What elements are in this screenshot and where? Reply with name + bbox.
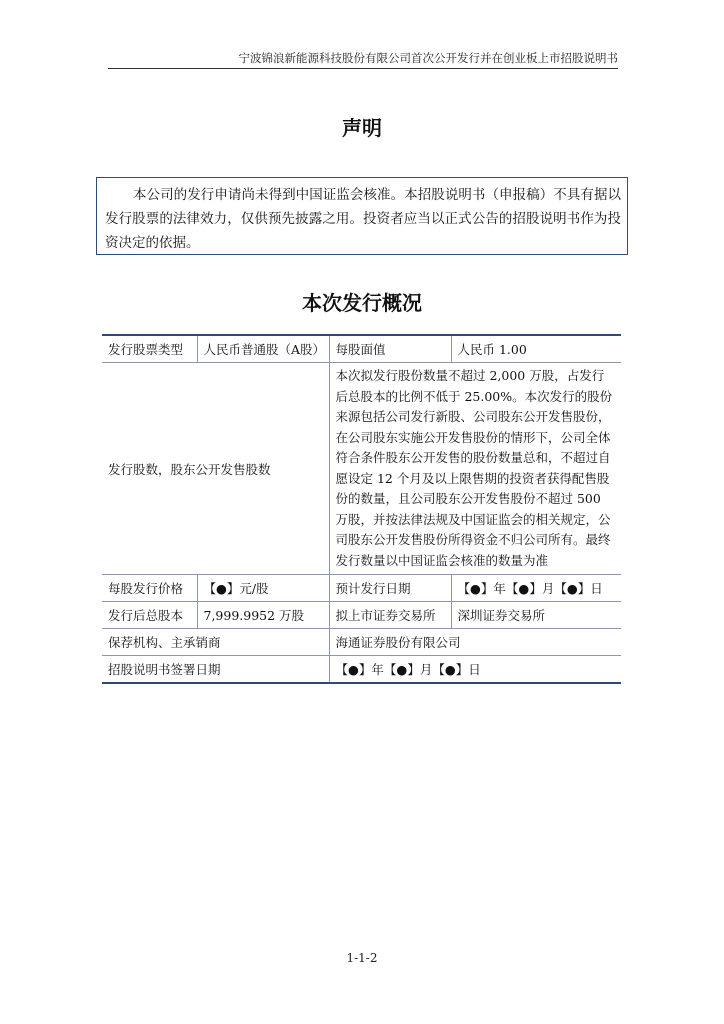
issue-date-value: 【●】年【●】月【●】日 (451, 575, 621, 602)
exchange-label: 拟上市证券交易所 (329, 602, 451, 629)
stock-type-label: 发行股票类型 (102, 335, 197, 363)
table-row (102, 335, 621, 363)
shares-label: 发行股数，股东公开发售股数 (102, 363, 329, 575)
price-label: 每股发行价格 (102, 575, 197, 602)
price-value: 【●】元/股 (197, 575, 329, 602)
total-shares-value: 7,999.9952 万股 (197, 602, 329, 629)
table-row (102, 363, 621, 575)
sign-date-label: 招股说明书签署日期 (102, 656, 329, 684)
issue-date-label: 预计发行日期 (329, 575, 451, 602)
sign-date-value: 【●】年【●】月【●】日 (329, 656, 621, 684)
header-divider (108, 68, 618, 69)
declaration-box (96, 177, 628, 255)
total-shares-label: 发行后总股本 (102, 602, 197, 629)
exchange-value: 深圳证券交易所 (451, 602, 621, 629)
page-number: 1-1-2 (346, 951, 378, 965)
declaration-text: 本公司的发行申请尚未得到中国证监会核准。本招股说明书（申报稿）不具有据以发行股票的法律效力，仅供预先披露之用。投资者应当以正式公告的招股说明书作为投资决定的依据。 (105, 187, 621, 251)
table-row (102, 575, 621, 602)
offering-overview-table (102, 334, 621, 684)
par-value-label: 每股面值 (329, 335, 451, 363)
sponsor-label: 保荐机构、主承销商 (102, 629, 329, 656)
document-header: 宁波锦浪新能源科技股份有限公司首次公开发行并在创业板上市招股说明书 (238, 51, 618, 65)
declaration-title: 声明 (342, 116, 382, 140)
overview-title: 本次发行概况 (302, 291, 422, 315)
shares-value: 本次拟发行股份数量不超过 2,000 万股，占发行后总股本的比例不低于 25.00%。本次发行的股份来源包括公司发行新股、公司股东公开发售股份，在公司股东实施公开发售股份的情形下，公司全体符合条件股东公开发售的股份数量总和，不超过自愿设定 12 个月及以上限售期的投资者获得配售股份的数量，且公司股东公开发售股份不超过 500 万股，并按法律法规及中国证监会的相关规定，公司股东公开发售股份所得资金不归公司所有。最终发行数量以中国证监会核准的数量为准 (329, 363, 621, 575)
stock-type-value: 人民币普通股（A股） (197, 335, 329, 363)
sponsor-value: 海通证券股份有限公司 (329, 629, 621, 656)
par-value-value: 人民币 1.00 (451, 335, 621, 363)
table-row (102, 602, 621, 629)
table-row (102, 629, 621, 656)
table-row (102, 656, 621, 684)
